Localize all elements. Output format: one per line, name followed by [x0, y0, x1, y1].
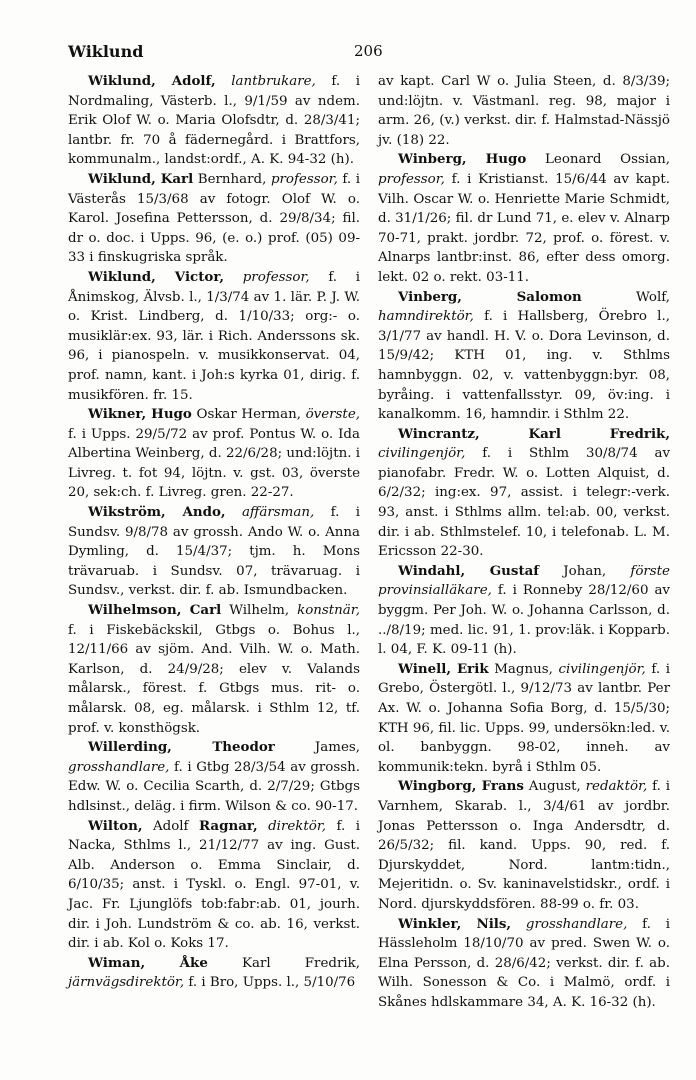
entry-text: av kapt. Carl W o. Julia Steen, d. 8/3/39; und:löjtn. v. Västmanl. reg. 98, major i arm. 26, (v.) verkst. dir. f. Halmstad-Nässjö jv. (18) 22. — [378, 74, 670, 148]
entry-name: Wiman, Åke — [88, 954, 208, 971]
entry-name: Wiklund, Victor, — [88, 268, 225, 285]
entry-text: f. i Hässleholm 18/10/70 av pred. Swen W. o. Elna Persson, d. 28/6/42; verkst. dir. f. ab. Wilh. Sonesson & Co. i Malmö, ordf. i Skånes hdlskammare 34, A. K. 16-32 (h). — [378, 916, 670, 1010]
entry-text: f. i Ronneby 28/12/60 av byggm. Per Joh. W. o. Johanna Carlsson, d. ../8/19; med. lic. 91, 1. prov:läk. i Kopparb. l. 04, F. K. 09-11 (h). — [378, 583, 670, 658]
biography-entry — [378, 777, 670, 914]
entry-text: f. i Grebo, Östergötl. l., 9/12/73 av lantbr. Per Ax. W. o. Johanna Sofia Borg, d. 15/5/30; KTH 96, fil. lic. Upps. 99, undersökn:led. v. ol. banbyggn. 98-02, inneh. av kommunik:tekn. byrå i Sthlm 05. — [378, 661, 670, 775]
biography-entry — [68, 72, 360, 170]
entry-text: f. i Gtbg 28/3/54 av grossh. Edw. W. o. Cecilia Scarth, d. 2/7/29; Gtbgs hdlsinst., deläg. i firm. Wilson & co. 90-17. — [68, 759, 360, 814]
left-column — [68, 72, 360, 993]
entry-name: Willerding, Theodor — [88, 739, 275, 756]
entry-profession: hamndirektör, — [378, 309, 474, 325]
biography-entry — [378, 288, 670, 425]
biography-entry — [378, 425, 670, 562]
entry-text: f. i Västerås 15/3/68 av fotogr. Olof W. o. Karol. Josefina Pettersson, d. 29/8/34; fil. dr o. doc. i Upps. 96, (e. o.) prof. (05) 09-33 i finskugriska språk. — [68, 171, 360, 266]
entry-name: Wilhelmson, Carl — [88, 602, 222, 619]
entry-profession: professor, — [270, 171, 338, 187]
entry-profession: professor, — [378, 171, 445, 187]
entry-name: Wikström, Ando, — [88, 504, 226, 521]
page-number: 206 — [354, 42, 383, 60]
entry-given-names: Oskar Herman, — [196, 407, 301, 423]
entry-profession: affärsman, — [241, 505, 315, 521]
entry-text: f. i Sundsv. 9/8/78 av grossh. Ando W. o. Anna Dymling, d. 15/4/37; tjm. h. Mons trävaruab. i Sundsv. 07, trävaruag. i Sundsv., verkst. dir. f. ab. Ismundbacken. — [68, 505, 360, 599]
entry-text: f. i Kristianst. 15/6/44 av kapt. Vilh. Oscar W. o. Henriette Marie Schmidt, d. 31/1/26; fil. dr Lund 71, e. elev v. Alnarp 70-71, prakt. jordbr. 72, prof. o. förest. v. Alnarps lantbr:inst. 86, efter dess omorg. lekt. 02 o. rekt. 03-11. — [378, 171, 670, 285]
biography-entry — [68, 601, 360, 738]
entry-name: Winell, Erik — [398, 660, 489, 677]
biography-entry — [378, 150, 670, 287]
entry-name: Wiklund, Karl — [88, 170, 194, 187]
entry-profession: grosshandlare, — [525, 916, 628, 932]
biography-entry — [378, 660, 670, 778]
entry-given-names: Leonard Ossian, — [545, 152, 671, 168]
entry-name: Windahl, Gustaf — [398, 562, 540, 579]
biography-entry — [68, 738, 360, 816]
entry-name: Wikner, Hugo — [88, 406, 192, 423]
entry-text: f. i Fiskebäckskil, Gtbgs o. Bohus l., 12/11/66 av sjöm. And. Vilh. W. o. Math. Karlson, d. 24/9/28; elev v. Valands målarsk., förest. f. Gtbgs mus. rit- o. målarsk. 08, eg. målarsk. i Sthlm 12, tf. prof. v. konsthögsk. — [68, 622, 360, 736]
entry-name: Vinberg, Salomon — [398, 288, 582, 305]
entry-name: Wincrantz, Karl Fredrik, — [398, 425, 670, 442]
entry-given-names: Karl Fredrik, — [241, 955, 360, 971]
entry-profession: direktör, — [268, 818, 327, 834]
entry-name: Wilton, — [88, 817, 143, 834]
biography-entry — [378, 72, 670, 150]
biography-entry — [68, 405, 360, 503]
entry-text: f. i Nacka, Sthlms l., 21/12/77 av ing. Gust. Alb. Anderson o. Emma Sinclair, d. 6/10/35; anst. i Tyskl. o. Engl. 97-01, v. Jac. Fr. Ljunglöfs tob:fabr:ab. 01, jourh. dir. i Joh. Lundström & co. ab. 16, verkst. dir. i ab. Kol o. Koks 17. — [68, 818, 360, 952]
entry-given-names: August, — [528, 779, 581, 795]
entry-given-names: Bernhard, — [197, 171, 267, 187]
entry-profession: järnvägsdirektör, — [68, 975, 185, 991]
biography-entry — [68, 503, 360, 601]
entry-text: f. i Nordmaling, Västerb. l., 9/1/59 av ndem. Erik Olof W. o. Maria Olofsdtr, d. 28/3/41; lantbr. fr. 70 å fädernegård. i Brattfors, kommunalm., landst:ordf., A. K. 94-32 (h). — [68, 74, 360, 168]
entry-text: f. i Hallsberg, Örebro l., 3/1/77 av handl. H. V. o. Dora Levinson, d. 15/9/42; KTH 01, ing. v. Sthlms hamnbyggn. 02, v. vattenbyggn:byr. 08, byråing. i vattenfallsstyr. 09, öv:ing. i kanalkomm. 16, hamndir. i Sthlm 22. — [378, 309, 670, 423]
entry-name: Winberg, Hugo — [398, 151, 527, 168]
entry-profession: förste provinsialläkare, — [378, 563, 670, 599]
entry-given-names: Wilhelm, — [229, 603, 290, 619]
entry-profession: överste, — [305, 407, 360, 423]
right-column — [378, 72, 670, 1013]
biography-entry — [68, 817, 360, 954]
entry-text: f. i Bro, Upps. l., 5/10/76 — [188, 975, 356, 991]
entry-name-part: Ragnar, — [198, 817, 258, 834]
entry-name: Winkler, Nils, — [398, 915, 512, 932]
running-head: Wiklund — [68, 42, 144, 61]
entry-given-names: Wolf, — [636, 289, 670, 305]
entry-text: f. i Varnhem, Skarab. l., 3/4/61 av jordbr. Jonas Pettersson o. Inga Andersdtr, d. 26/5/32; fil. kand. Upps. 90, red. f. Djurskyddet, Nord. lantm:tidn., Mejeritidn. o. Sv. kaninavelstidskr., ordf. i Nord. djurskyddsfören. 88-99 o. fr. 03. — [378, 779, 670, 912]
biography-entry — [68, 170, 360, 268]
biography-entry — [68, 954, 360, 993]
entry-text: f. i Sthlm 30/8/74 av pianofabr. Fredr. W. o. Lotten Alquist, d. 6/2/32; ing:ex. 97, assist. i telegr:-verk. 93, anst. i Sthlms allm. tel:ab. 00, verkst. dir. i ab. Sthlmstelef. 10, i telefonab. L. M. Ericsson 22-30. — [378, 446, 671, 560]
entry-given-names: Johan, — [563, 563, 607, 579]
entry-given-names: James, — [314, 740, 360, 756]
entry-text: f. i Ånimskog, Älvsb. l., 1/3/74 av 1. lär. P. J. W. o. Krist. Lindberg, d. 1/10/33; org:- o. musiklär:ex. 93, lär. i Rich. Anderssons sk. 96, i pianospeln. v. musikkonservat. 04, prof. namn, kant. i Joh:s kyrka 01, dirig. f. musikfören. fr. 15. — [68, 269, 360, 403]
entry-given-names: Magnus, — [494, 661, 553, 677]
entry-profession: grosshandlare, — [68, 759, 170, 775]
entry-given-names: Adolf — [152, 818, 189, 834]
entry-profession: konstnär, — [297, 603, 360, 619]
entry-profession: civilingenjör, — [378, 446, 466, 462]
entry-text: f. i Upps. 29/5/72 av prof. Pontus W. o. Ida Albertina Weinberg, d. 22/6/28; und:löjtn. i Livreg. t. fot 94, löjtn. v. gst. 03, överste 20, sek:ch. f. Livreg. gren. 22-27. — [68, 426, 360, 501]
biography-entry — [378, 562, 670, 660]
entry-name: Wingborg, Frans — [398, 778, 524, 795]
entry-profession: lantbrukare, — [231, 74, 316, 89]
entry-profession: redaktör, — [585, 779, 648, 795]
entry-name: Wiklund, Adolf, — [88, 73, 216, 89]
entry-profession: professor, — [242, 269, 310, 285]
biography-entry — [378, 915, 670, 1013]
biography-entry — [68, 268, 360, 405]
entry-profession: civilingenjör, — [558, 661, 646, 677]
